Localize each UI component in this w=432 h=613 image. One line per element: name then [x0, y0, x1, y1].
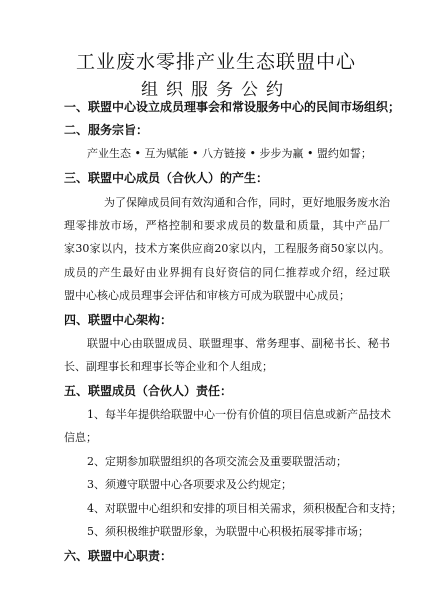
section-heading-3: 三、联盟中心成员（合伙人）的产生： — [64, 171, 269, 185]
paragraph-line: 盟中心核心成员理事会评估和审核方可成为联盟中心成员； — [64, 289, 350, 302]
list-item: 1、每半年提供给联盟中心一份有价值的项目信息或新产品技术 — [87, 408, 391, 421]
paragraph-line: 理零排放市场，严格控制和要求成员的数量和质量，其中产品厂 — [64, 219, 390, 232]
paragraph-line: 为了保障成员间有效沟通和合作，同时，更好地服务废水治 — [104, 196, 390, 209]
document-subtitle: 组织服务公约 — [141, 80, 291, 100]
paragraph-line: 产业生态 • 互为赋能 • 八方链接 • 步步为赢 • 盟约如誓； — [87, 147, 372, 160]
section-heading-6: 六、联盟中心职责： — [64, 549, 173, 563]
list-item-continuation: 信息； — [64, 431, 97, 444]
list-item: 2、定期参加联盟组织的各项交流会及重要联盟活动； — [87, 455, 347, 468]
section-heading-1: 一、联盟中心设立成员理事会和常设服务中心的民间市场组织； — [64, 100, 401, 114]
list-item: 5、须积极维护联盟形象，为联盟中心积极拓展零排市场； — [87, 525, 369, 538]
document-title: 工业废水零排产业生态联盟中心 — [75, 51, 356, 73]
paragraph-line: 长、副理事长和理事长等企业和个人组成； — [64, 360, 273, 373]
list-item: 4、对联盟中心组织和安排的项目相关需求，须积极配合和支持； — [87, 502, 402, 515]
paragraph-line: 成员的产生最好由业界拥有良好资信的同仁推荐或介绍，经过联 — [64, 266, 390, 279]
section-heading-5: 五、联盟成员（合伙人）责任： — [64, 384, 233, 398]
paragraph-line: 联盟中心由联盟成员、联盟理事、常务理事、副秘书长、秘书 — [87, 337, 390, 350]
section-heading-4: 四、联盟中心架构： — [64, 313, 173, 327]
list-item: 3、须遵守联盟中心各项要求及公约规定； — [87, 478, 292, 491]
paragraph-line: 家30家以内，技术方案供应商20家以内，工程服务商50家以内。 — [64, 242, 390, 255]
section-heading-2: 二、服务宗旨： — [64, 123, 149, 137]
